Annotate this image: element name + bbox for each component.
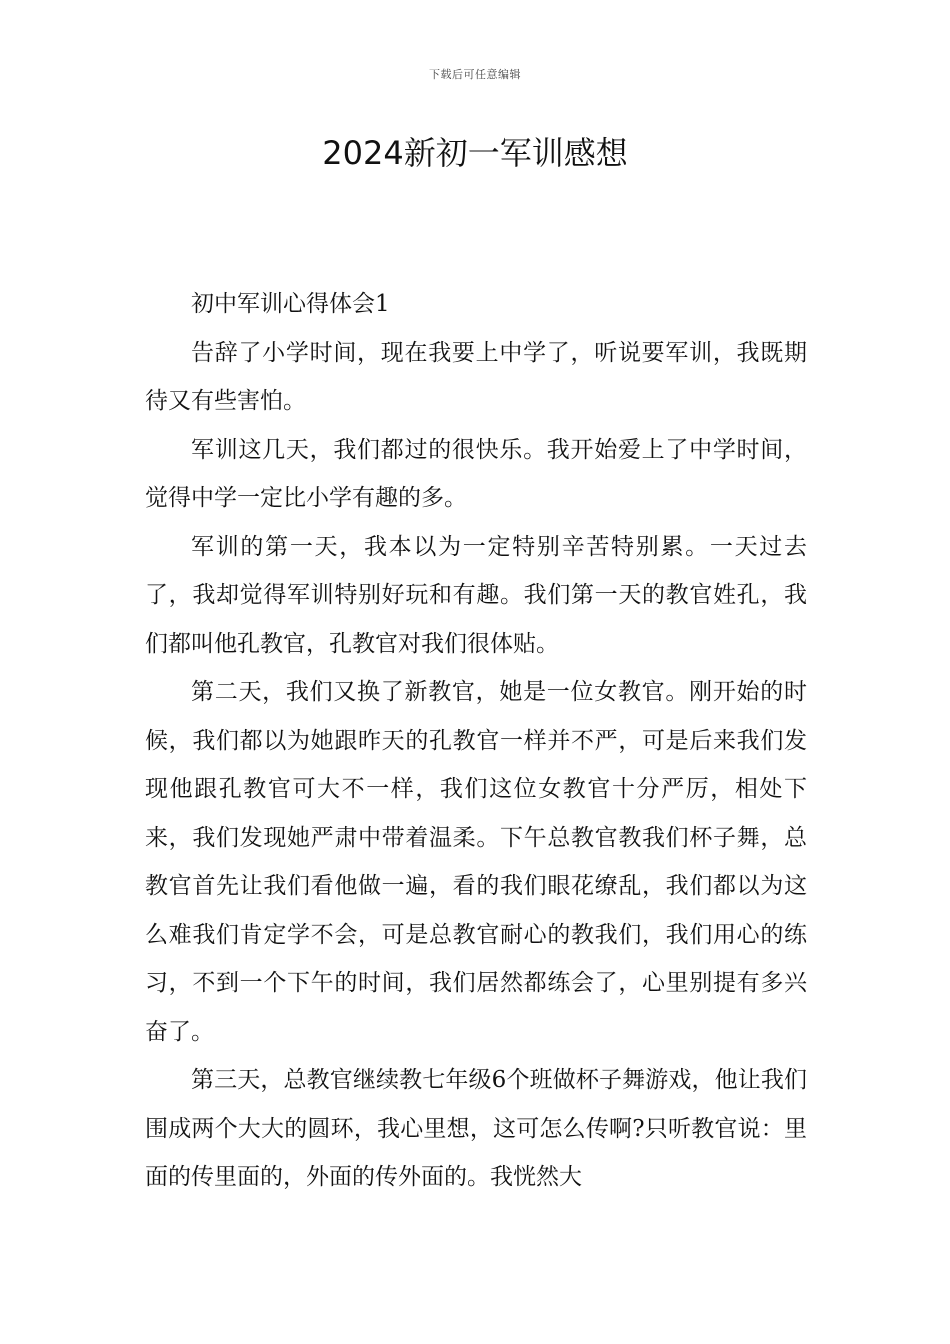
paragraph: 第三天，总教官继续教七年级6个班做杯子舞游戏，他让我们围成两个大大的圆环，我心里想，这可怎么传啊?只听教官说：里面的传里面的，外面的传外面的。我恍然大 (145, 1067, 807, 1190)
section-heading: 初中军训心得体会1 (191, 291, 390, 317)
paragraph: 军训的第一天，我本以为一定特别辛苦特别累。一天过去了，我却觉得军训特别好玩和有趣。我们第一天的教官姓孔，我们都叫他孔教官，孔教官对我们很体贴。 (145, 533, 807, 657)
header-note: 下载后可任意编辑 (429, 68, 521, 81)
document-body (145, 280, 807, 1202)
paragraph: 告辞了小学时间，现在我要上中学了，听说要军训，我既期待又有些害怕。 (145, 339, 807, 414)
paragraph: 军训这几天，我们都过的很快乐。我开始爱上了中学时间，觉得中学一定比小学有趣的多。 (145, 436, 807, 511)
document-title: 2024新初一军训感想 (322, 134, 628, 172)
paragraph: 第二天，我们又换了新教官，她是一位女教官。刚开始的时候，我们都以为她跟昨天的孔教官一样并不严，可是后来我们发现他跟孔教官可大不一样，我们这位女教官十分严厉，相处下来，我们发现她严肃中带着温柔。下午总教官教我们杯子舞，总教官首先让我们看他做一遍，看的我们眼花缭乱，我们都以为这么难我们肯定学不会，可是总教官耐心的教我们，我们用心的练习，不到一个下午的时间，我们居然都练会了，心里别提有多兴奋了。 (145, 679, 807, 1045)
